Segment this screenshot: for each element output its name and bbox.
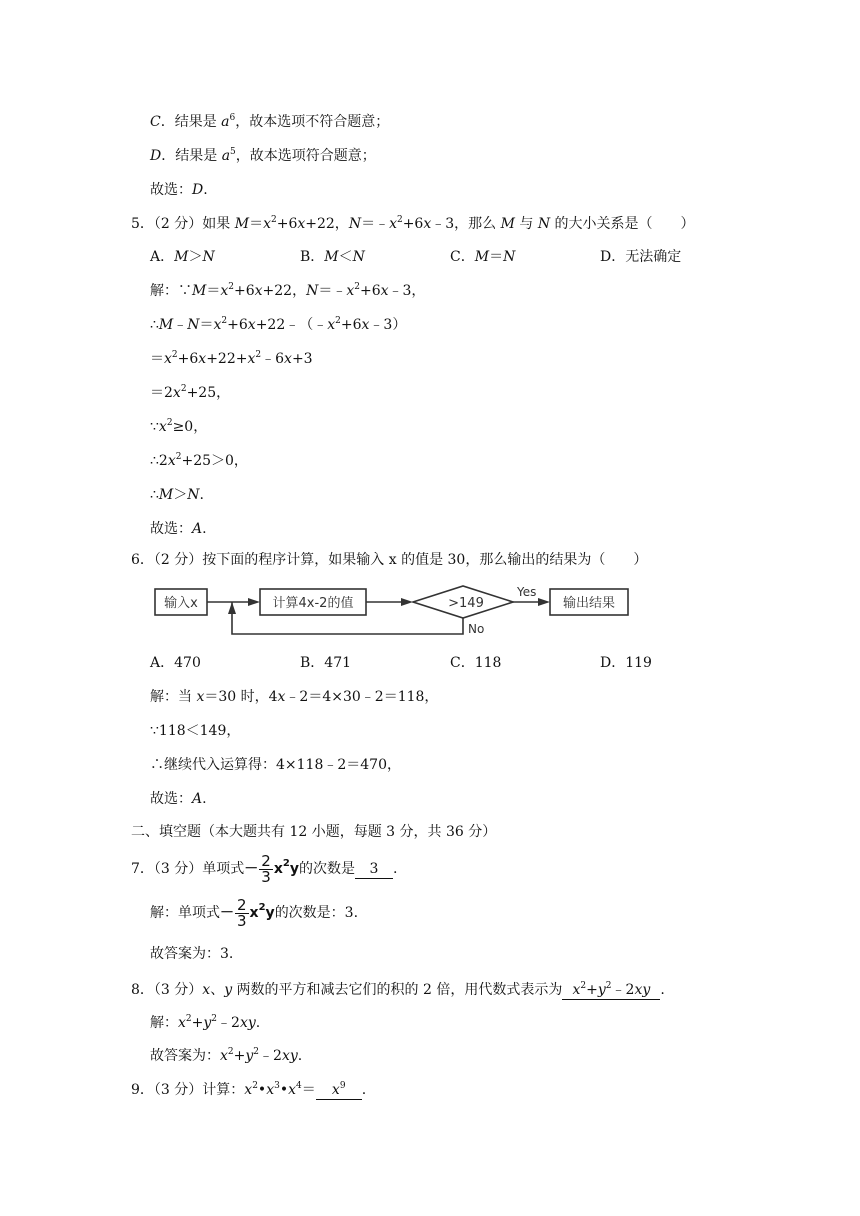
q5-solution-line-1: 解：$\because M=x^2+6x+22$，$N=﹣x^2+6x﹣3$， xyxy=(150,282,426,299)
q5-solution-line-7: ∴M＞N. xyxy=(150,487,204,503)
q5-solution-line-6: $\therefore 2x^2+25>0$， xyxy=(150,452,248,469)
q9-answer-blank: $x^9$ xyxy=(316,1081,362,1100)
q7-solution: 解：单项式－ $\frac{2}{3}$ $x^2y$的次数是：3. xyxy=(150,895,359,930)
flow-calc-label: 计算4x-2的值 xyxy=(272,596,354,611)
q5-answer: 故选：A. xyxy=(150,521,207,537)
q5-solution-line-5: $\because x^2\ge 0$， xyxy=(150,418,208,435)
q5-solution-line-3: $=x^2+6x+22+x^2﹣6x+3$ xyxy=(150,350,313,367)
section-2-heading: 二、填空题（本大题共有 12 小题，每题 3 分，共 36 分） xyxy=(131,824,497,840)
q8-answer-blank: $x^2+y^2﹣2xy$ xyxy=(562,981,660,1000)
q6-answer: 故选：A. xyxy=(150,791,207,807)
q6-solution-line-1: 解：当 x＝30 时，4x﹣2＝4×30﹣2＝118， xyxy=(150,689,439,705)
flow-input-label: 输入x xyxy=(164,596,198,611)
q6-option-a: A．470 xyxy=(150,655,201,671)
option-c-explanation: C．结果是 $a^6$，故本选项不符合题意； xyxy=(150,113,390,130)
question-9-stem: 9．（3 分）计算：$x^2•x^3•x^4= x^9$ . xyxy=(131,1081,367,1098)
question-5-stem: 5．（2 分）如果 $M=x^2+6x+22$，$N=﹣x^2+6x﹣3$，那么 M 与 N 的大小关系是（ ） xyxy=(131,215,695,232)
flow-output-label: 输出结果 xyxy=(562,596,616,611)
q5-solution-line-4: $=2x^2+25$， xyxy=(150,384,231,401)
q6-option-d: D．119 xyxy=(600,655,652,671)
q4-answer: 故选：D. xyxy=(150,182,208,198)
q6-solution-line-3: ∴继续代入运算得：4×118﹣2＝470， xyxy=(150,757,401,773)
q6-option-b: B．471 xyxy=(300,655,352,671)
question-8-stem: 8．（3 分）x、y 两数的平方和减去它们的积的 2 倍，用代数式表示为 $x^2+y^2﹣2xy$ . xyxy=(131,981,665,998)
q7-answer-blank: 3 xyxy=(355,860,393,879)
q5-option-a: A．M＞N xyxy=(150,249,215,265)
q8-final-answer: 故答案为：$x^2+y^2﹣2xy$. xyxy=(150,1047,303,1064)
q6-option-c: C．118 xyxy=(450,655,502,671)
q7-final-answer: 故答案为：3. xyxy=(150,946,234,962)
question-6-stem: 6．（2 分）按下面的程序计算，如果输入 x 的值是 30，那么输出的结果为（ ） xyxy=(131,552,648,568)
flow-no-label: No xyxy=(468,622,485,636)
question-7-stem: 7．（3 分）单项式－ $\frac{2}{3}$ $x^2y$的次数是 3 . xyxy=(131,851,398,886)
program-flowchart xyxy=(150,582,640,640)
q5-option-d: D．无法确定 xyxy=(600,249,682,265)
flow-condition-label: >149 xyxy=(448,596,484,611)
option-d-explanation: D．结果是 $a^5$，故本选项符合题意； xyxy=(150,147,376,164)
q5-option-c: C．M＝N xyxy=(450,249,516,265)
q6-solution-line-2: ∵118＜149， xyxy=(150,723,241,739)
q5-option-b: B．M＜N xyxy=(300,249,365,265)
q8-solution: 解：$x^2+y^2﹣2xy$. xyxy=(150,1014,261,1031)
q5-solution-line-2: $\therefore M﹣N=x^2+6x+22﹣(﹣x^2+6x﹣3)$ xyxy=(150,316,407,333)
flow-yes-label: Yes xyxy=(517,585,537,599)
